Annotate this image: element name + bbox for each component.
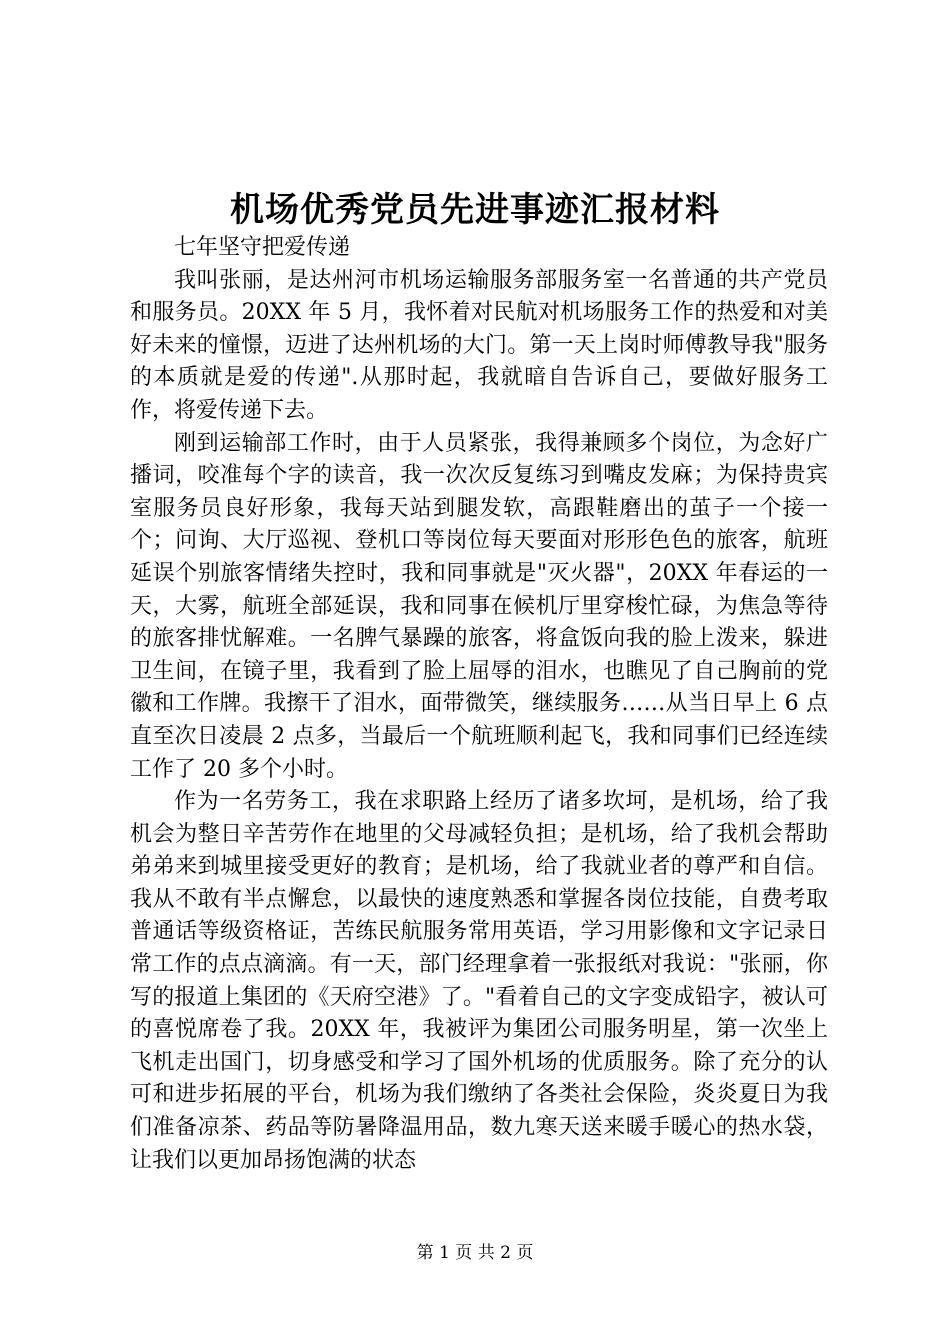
page-number-footer: 第 1 页 共 2 页: [416, 1243, 534, 1263]
document-title: 机场优秀党员先进事迹汇报材料: [230, 190, 720, 230]
paragraph: 我叫张丽，是达州河市机场运输服务部服务室一名普通的共产党员和服务员。20XX 年 5 月，我怀着对民航对机场服务工作的热爱和对美好未来的憧憬，迈进了达州机场的大门。第一天上岗时师傅教导我"服务的本质就是爱的传递".从那时起，我就暗自告诉自己，要做好服务工作，将爱传递下去。: [130, 267, 828, 423]
paragraph: 作为一名劳务工，我在求职路上经历了诸多坎坷，是机场，给了我机会为整日辛苦劳作在地里的父母减轻负担；是机场，给了我机会帮助弟弟来到城里接受更好的教育；是机场，给了我就业者的尊严和自信。我从不敢有半点懈怠，以最快的速度熟悉和掌握各岗位技能，自费考取普通话等级资格证，苦练民航服务常用英语，学习用影像和文字记录日常工作的点点滴滴。有一天，部门经理拿着一张报纸对我说："张丽，你写的报道上集团的《天府空港》了。"看着自己的文字变成铅字，被认可的喜悦席卷了我。20XX 年，我被评为集团公司服务明星，第一次坐上飞机走出国门，切身感受和学习了国外机场的优质服务。除了充分的认可和进步拓展的平台，机场为我们缴纳了各类社会保险，炎炎夏日为我们准备凉茶、药品等防暑降温用品，数九寒天送来暖手暖心的热水袋，让我们以更加昂扬饱满的状态: [130, 789, 828, 1173]
document-body: [130, 232, 828, 1177]
paragraph-subtitle: 七年坚守把爱传递: [174, 235, 351, 260]
paragraph: 刚到运输部工作时，由于人员紧张，我得兼顾多个岗位，为念好广播词，咬准每个字的读音，我一次次反复练习到嘴皮发麻；为保持贵宾室服务员良好形象，我每天站到腿发软，高跟鞋磨出的茧子一个接一个；问询、大厅巡视、登机口等岗位每天要面对形形色色的旅客，航班延误个别旅客情绪失控时，我和同事就是"灭火器"，20XX 年春运的一天，大雾，航班全部延误，我和同事在候机厅里穿梭忙碌，为焦急等待的旅客排忧解难。一名脾气暴躁的旅客，将盒饭向我的脸上泼来，躲进卫生间，在镜子里，我看到了脸上屈辱的泪水，也瞧见了自己胸前的党徽和工作牌。我擦干了泪水，面带微笑，继续服务……从当日早上 6 点直至次日凌晨 2 点多，当最后一个航班顺利起飞，我和同事们已经连续工作了 20 多个小时。: [130, 430, 828, 782]
